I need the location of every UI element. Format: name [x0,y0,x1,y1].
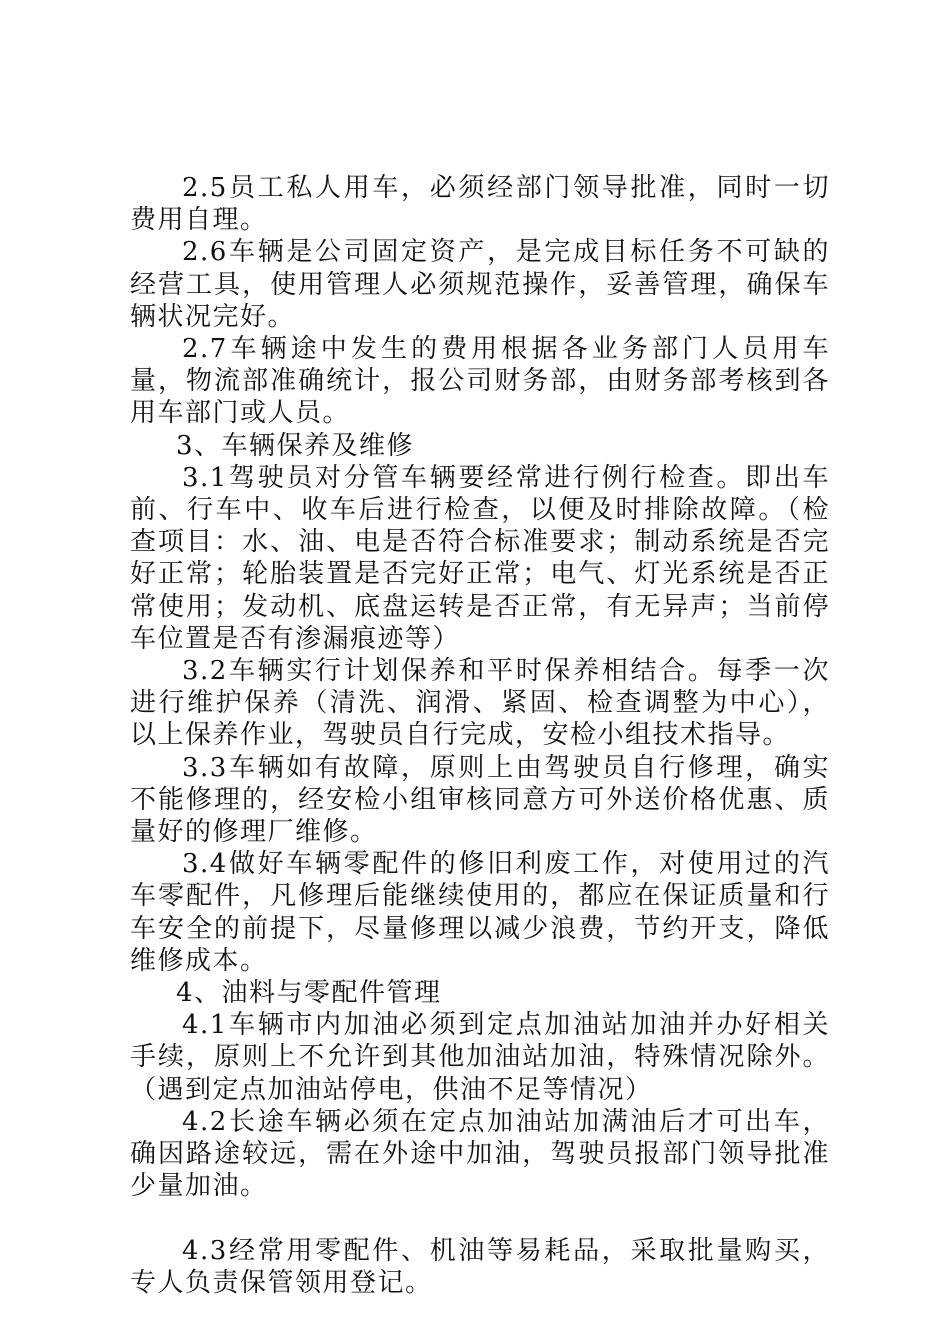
blank-line [130,1203,830,1235]
section-heading-4: 4、油料与零配件管理 [176,978,442,1009]
paragraph-4-2: 4.2长途车辆必须在定点加油站加满油后才可出车，确因路途较远，需在外途中加油，驾驶员报部门领导批准少量加油。 [130,1106,830,1202]
paragraph-4-1: 4.1车辆市内加油必须到定点加油站加油并办好相关手续，原则上不允许到其他加油站加油，特殊情况除外。（遇到定点加油站停电，供油不足等情况） [130,1010,830,1105]
document-body [130,172,830,1299]
paragraph-2-7: 2.7车辆途中发生的费用根据各业务部门人员用车量，物流部准确统计，报公司财务部，由财务部考核到各用车部门或人员。 [130,334,830,429]
paragraph-4-3: 4.3经常用零配件、机油等易耗品，采取批量购买，专人负责保管领用登记。 [130,1235,830,1298]
paragraph-3-3: 3.3车辆如有故障，原则上由驾驶员自行修理，确实不能修理的，经安检小组审核同意方可外送价格优惠、质量好的修理厂维修。 [130,752,830,848]
paragraph-2-6: 2.6车辆是公司固定资产，是完成目标任务不可缺的经营工具，使用管理人必须规范操作，妥善管理，确保车辆状况完好。 [130,237,830,332]
paragraph-3-4: 3.4做好车辆零配件的修旧利废工作，对使用过的汽车零配件，凡修理后能继续使用的，都应在保证质量和行车安全的前提下，尽量修理以减少浪费，节约开支，降低维修成本。 [130,849,830,976]
section-heading-3: 3、车辆保养及维修 [176,430,415,461]
paragraph-2-5: 2.5员工私人用车，必须经部门领导批准，同时一切费用自理。 [130,173,830,236]
paragraph-3-1: 3.1驾驶员对分管车辆要经常进行例行检查。即出车前、行车中、收车后进行检查，以便及时排除故障。（检查项目：水、油、电是否符合标准要求；制动系统是否完好正常；轮胎装置是否完好正常；电气、灯光系统是否正常使用；发动机、底盘运转是否正常，有无异声；当前停车位置是否有渗漏痕迹等） [130,462,830,654]
paragraph-3-2: 3.2车辆实行计划保养和平时保养相结合。每季一次进行维护保养（清洗、润滑、紧固、检查调整为中心），以上保养作业，驾驶员自行完成，安检小组技术指导。 [130,656,830,751]
